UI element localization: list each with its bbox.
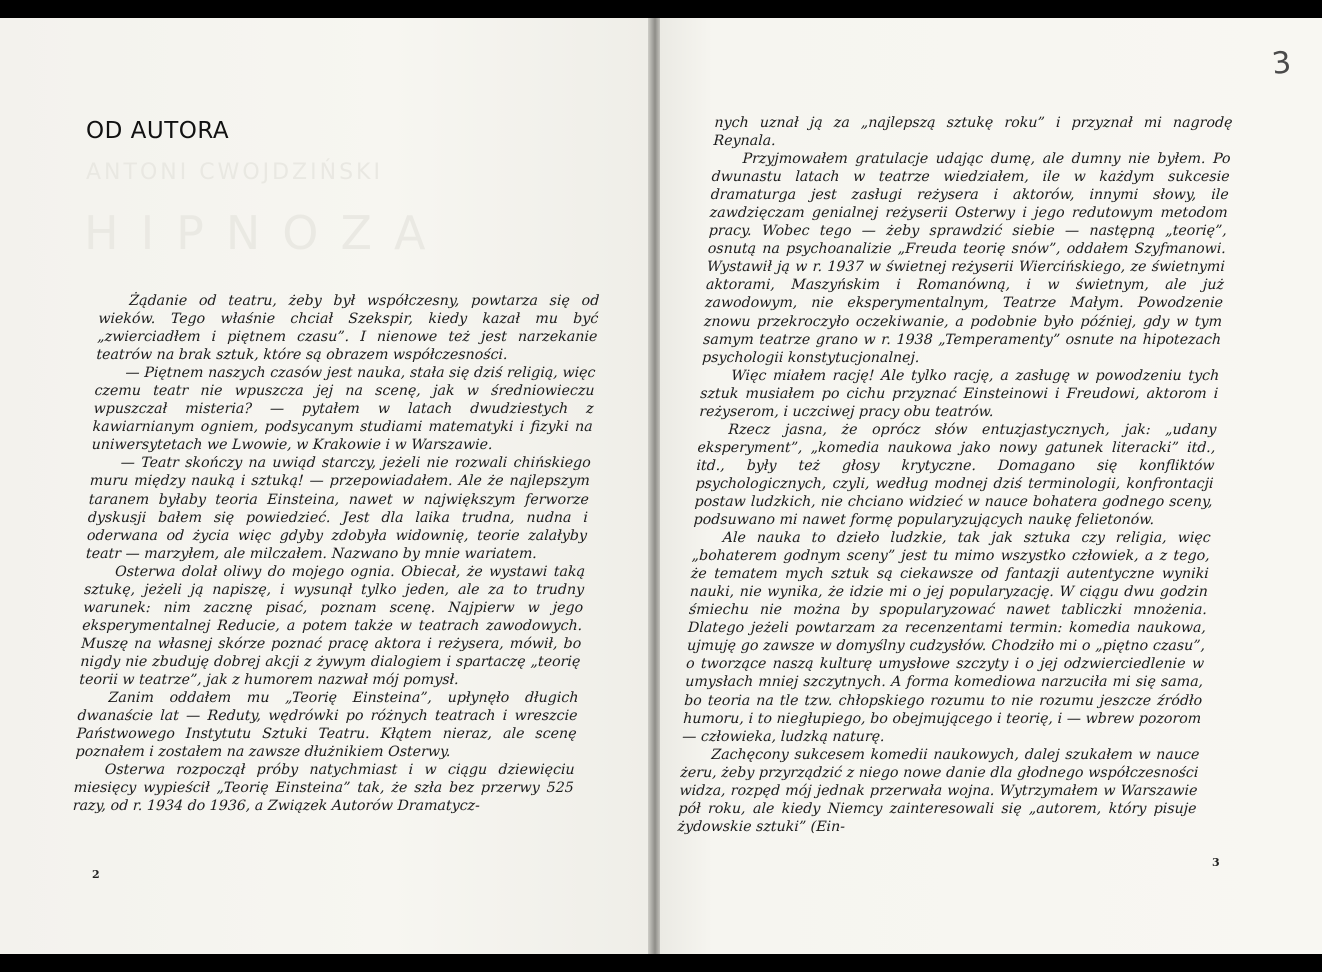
right-page bbox=[660, 18, 1322, 954]
paragraph: Więc miałem rację! Ale tylko rację, a zasługę w powodzeniu tych sztuk musiałem po cichu przyznać Einsteinowi i Freudowi, aktorom i reżyserom, i uczciwej pracy obu teatrów. bbox=[698, 367, 1220, 420]
paragraph: Żądanie od teatru, żeby był współczesny, powtarza się od wieków. Tego właśnie chciał Szekspir, kiedy kazał mu być „zwierciadłem i piętnem czasu”. I nienowe też jest narzekanie teatrów na brak sztuk, które są obrazem współczesności. bbox=[95, 293, 600, 364]
paragraph: Zanim oddałem mu „Teorię Einsteina”, upłynęło długich dwanaście lat — Reduty, wędrówki po różnych teatrach i wreszcie Państwowego Instytutu Sztuki Teatru. Kłątem nieraz, ale scenę poznałem i zostałem na zawsze dłużnikiem Osterwy. bbox=[75, 690, 579, 761]
left-text-column bbox=[72, 292, 599, 815]
section-heading: OD AUTORA bbox=[86, 118, 230, 144]
page-number: 3 bbox=[1212, 856, 1220, 869]
paragraph: Osterwa dolał oliwy do mojego ognia. Obiecał, że wystawi taką sztukę, jeżeli ją napiszę, i wysunął tylko jeden, ale za to trudny warunek: nim zacznę pisać, poznam scenę. Najpierw w jego eksperymentalnej Reducie, a potem także w teatrach zawodowych. Muszę na własnej skórze poznać pracę aktora i reżysera, mówił, bo nigdy nie zbuduję dobrej akcji z żywym dialogiem i spartaczę „teorię teorii w teatrze”, jak z humorem nazwał mój pomysł. bbox=[78, 563, 586, 688]
paragraph: Przyjmowałem gratulacje udając dumę, ale dumny nie byłem. Po dwunastu latach w teatrze wiedziałem, ile w każdym sukcesie dramaturga jest zasługi reżysera i aktorów, innymi słowy, ile zawdzięczam genialnej reżyserii Osterwy i jego redutowym metodom pracy. Wobec tego — żeby sprawdzić siebie — następną „teorię”, osnutą na psychoanalizie „Freuda teorię snów”, oddałem Szyfmanowi. Wystawił ją w r. 1937 w świetnej reżyserii Wiercińskiego, ze świetnymi aktorami, Maszyńskim i Romanówną, i w świetnym, ale już zawodowym, nie eksperymentalnym, Teatrze Małym. Powodzenie znowu przekroczyło oczekiwanie, a podobnie było później, gdy w tym samym teatrze grano w r. 1938 „Temperamenty” osnute na hipotezach psychologii konstytucjonalnej. bbox=[701, 151, 1231, 366]
paragraph: Ale nauka to dzieło ludzkie, tak jak sztuka czy religia, więc „bohaterem godnym sceny” jest tu mimo wszystko człowiek, a z tego, że tematem mych sztuk są ciekawsze od fantazji autentyczne wyniki nauki, nie wynika, że idzie mi o jej popularyzację. W ciągu dwu godzin śmiechu nie można by spopularyzować nawet tabliczki mnożenia. Dlatego jeżeli powtarzam za recenzentami termin: komedia naukowa, ujmuję go zawsze w domyślny cudzysłów. Chodziło mi o „piętno czasu”, o tworzące naszą kulturę umysłowe szczyty i o jej odzwierciedlenie w umysłach mniej szczytnych. A forma komediowa narzuciła mi się sama, bo teoria na tle tzw. chłopskiego rozumu to nie rozumu jeszcze źródło humoru, i to niegłupiego, bo obejmującego i teorię, i — wbrew pozorom — człowieka, ludzką naturę. bbox=[681, 530, 1212, 745]
show-through-title: HIPNOZA bbox=[84, 206, 448, 260]
paragraph: Rzecz jasna, że oprócz słów entuzjastycznych, jak: „udany eksperyment”, „komedia naukowa jako nowy gatunek literacki” itd., itd., były też głosy krytyczne. Domagano się konfliktów psychologicznych, czyli, według modnej dziś terminologii, konfrontacji postaw ludzkich, nie chciano widzieć w nauce bohatera godnego sceny, podsuwano mi nawet formę popularyzujących naukę felietonów. bbox=[693, 421, 1217, 529]
page-number: 2 bbox=[92, 868, 100, 881]
paragraph: Osterwa rozpoczął próby natychmiast i w ciągu dziewięciu miesięcy wypieścił „Teorię Einsteina” tak, że szła bez przerwy 525 razy, od r. 1934 do 1936, a Związek Autorów Dramatycz- bbox=[72, 762, 576, 815]
paragraph: — Teatr skończy na uwiąd starczy, jeżeli nie rozwali chińskiego muru między nauką i sztuką! — przepowiadałem. Ale że najlepszym taranem byłaby teoria Einsteina, nawet w największym ferworze dyskusji bałem się powiedzieć. Jest dla laika trudna, nudna i oderwana od życia więc gdyby zdobyła widownię, teorie zalałyby teatr — marzyłem, ale milczałem. Nazwano by mnie wariatem. bbox=[85, 455, 592, 562]
show-through-author: ANTONI CWOJDZIŃSKI bbox=[86, 160, 383, 185]
paragraph: — Piętnem naszych czasów jest nauka, stała się dziś religią, więc czemu teatr nie wpuszcza jej na scenę, jak w średniowieczu wpuszczał misteria? — pytałem w latach dwudziestych z kawiarnianym ogniem, podsycanym studiami matematyki i fizyki na uniwersytetach we Lwowie, w Krakowie i w Warszawie. bbox=[91, 365, 596, 454]
right-text-column bbox=[677, 114, 1233, 836]
paragraph: nych uznał ją za „najlepszą sztukę roku” i przyznał mi nagrodę Reynala. bbox=[713, 115, 1233, 150]
handwritten-page-mark: 3 bbox=[1270, 45, 1293, 82]
paragraph: Zachęcony sukcesem komedii naukowych, dalej szukałem w nauce żeru, żeby przyrządzić z niego nowe danie dla głodnego współczesności widza, rozpęd mój jednak przerwała wojna. Wytrzymałem w Warszawie pół roku, ale kiedy Niemcy zainteresowali się „autorem, który pisuje żydowskie sztuki” (Ein- bbox=[677, 746, 1200, 835]
left-page bbox=[0, 18, 650, 954]
